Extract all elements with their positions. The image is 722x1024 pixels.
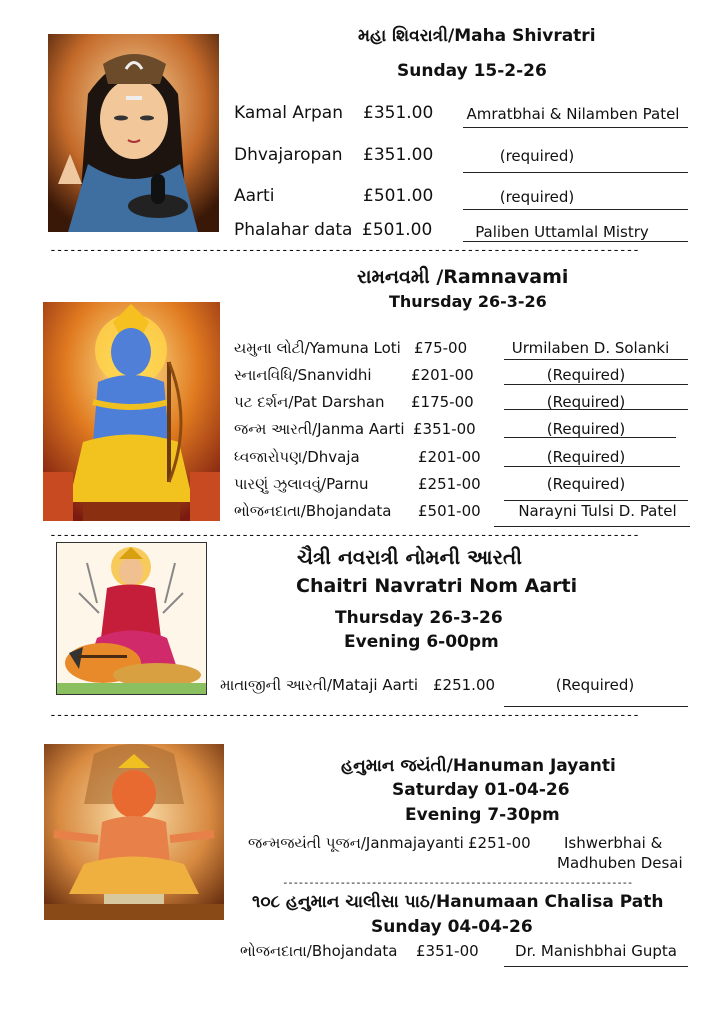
chalisa-row-label: ભોજનદાતા/Bhojandata: [240, 942, 398, 960]
sub-divider: -------------------------------------------------------------------: [282, 876, 632, 889]
chalisa-title: ૧૦૮ હનુમાન ચાલીસા પાઠ/Hanumaan Chalisa Path: [252, 892, 664, 912]
section-divider: -----------------------------------------------------------------------------------------: [49, 708, 639, 723]
ramnavami-row-sponsor: Urmilaben D. Solanki: [511, 339, 670, 357]
shivratri-row-sponsor: Amratbhai & Nilamben Patel: [466, 105, 680, 123]
section-divider: -----------------------------------------------------------------------------------------: [49, 528, 639, 543]
ramnavami-row-label: યમુના લોટી/Yamuna Loti: [234, 339, 401, 357]
chalisa-row-sponsor: Dr. Manishbhai Gupta: [515, 942, 677, 960]
shiva-image: [48, 34, 219, 232]
ramnavami-row-label: પારણું ઝુલાવવું/Parnu: [234, 475, 369, 493]
hanuman-time: Evening 7-30pm: [405, 805, 560, 825]
ramnavami-row-label: સ્નાનવિધિ/Snanvidhi: [234, 366, 372, 384]
sponsor-underline: [504, 966, 688, 967]
navratri-time: Evening 6-00pm: [344, 632, 499, 652]
shivratri-row-label: Kamal Arpan: [234, 103, 343, 123]
chalisa-row-amount: £351-00: [416, 942, 479, 960]
sponsor-underline: [463, 209, 688, 210]
ramnavami-row-label: ધ્વજારોપણ/Dhvaja: [234, 448, 360, 466]
sponsor-underline: [504, 466, 680, 467]
shivratri-title: મહા શિવરાત્રી/Maha Shivratri: [358, 26, 596, 46]
sponsor-underline: [463, 172, 688, 173]
navratri-row-amount: £251.00: [433, 676, 496, 694]
shivratri-row-sponsor: (required): [499, 147, 575, 165]
ramnavami-row-label: ભોજનદાતા/Bhojandata: [234, 502, 392, 520]
ramnavami-row-sponsor: Narayni Tulsi D. Patel: [518, 502, 677, 520]
navratri-row-label: માતાજીની આરતી/Mataji Aarti: [220, 676, 419, 694]
shivratri-row-amount: £351.00: [363, 103, 434, 123]
shivratri-row-label: Aarti: [234, 186, 275, 206]
ramnavami-row-label: પટ દર્શન/Pat Darshan: [234, 393, 385, 411]
section-divider: -----------------------------------------------------------------------------------------: [49, 243, 639, 258]
ramnavami-row-amount: £75-00: [414, 339, 468, 357]
ramnavami-date: Thursday 26-3-26: [389, 292, 547, 311]
hanuman-date: Saturday 01-04-26: [392, 780, 570, 800]
shivratri-row-label: Phalahar data: [234, 220, 353, 240]
ramnavami-row-amount: £201-00: [411, 366, 474, 384]
ramnavami-row-amount: £501-00: [418, 502, 481, 520]
shivratri-row-sponsor: (required): [499, 188, 575, 206]
sponsor-underline: [504, 384, 688, 385]
navratri-date: Thursday 26-3-26: [335, 608, 503, 628]
ramnavami-row-sponsor: (Required): [546, 420, 626, 438]
sponsor-underline: [504, 359, 688, 360]
shivratri-row-amount: £501.00: [363, 186, 434, 206]
shivratri-date: Sunday 15-2-26: [397, 61, 547, 81]
shivratri-row-amount: £501.00: [362, 220, 433, 240]
ramnavami-row-amount: £175-00: [411, 393, 474, 411]
ramnavami-row-sponsor: (Required): [546, 448, 626, 466]
hanuman-row-sponsor-line1: Ishwerbhai &: [564, 834, 663, 852]
hanuman-row-label: જન્મજયંતી પૂજન/Janmajayanti: [248, 834, 464, 852]
sponsor-underline: [494, 526, 690, 527]
hanuman-title: હનુમાન જયંતી/Hanuman Jayanti: [341, 756, 616, 776]
sponsor-underline: [463, 127, 688, 128]
navratri-title-gujarati: ચૈત્રી નવરાત્રી નોમની આરતી: [297, 545, 522, 569]
sponsor-underline: [504, 437, 676, 438]
hanuman-row-sponsor-line2: Madhuben Desai: [557, 854, 683, 872]
navratri-title-english: Chaitri Navratri Nom Aarti: [296, 575, 578, 597]
ramnavami-title: રામનવમી /Ramnavami: [357, 266, 569, 288]
sponsor-underline: [504, 706, 688, 707]
hanuman-image: [44, 744, 224, 920]
sponsor-underline: [463, 241, 688, 242]
ramnavami-row-sponsor: (Required): [546, 475, 626, 493]
ramnavami-row-label: જન્મ આરતી/Janma Aarti: [234, 420, 405, 438]
sponsor-underline: [504, 409, 688, 410]
ramnavami-row-amount: £351-00: [413, 420, 476, 438]
navratri-row-sponsor: (Required): [555, 676, 635, 694]
shivratri-row-label: Dhvajaropan: [234, 145, 343, 165]
shivratri-row-amount: £351.00: [363, 145, 434, 165]
sponsor-underline: [504, 500, 688, 501]
ramnavami-row-sponsor: (Required): [546, 393, 626, 411]
ramnavami-row-sponsor: (Required): [546, 366, 626, 384]
durga-image: [56, 542, 207, 695]
ramnavami-row-amount: £201-00: [418, 448, 481, 466]
chalisa-date: Sunday 04-04-26: [371, 917, 533, 937]
ramnavami-row-amount: £251-00: [418, 475, 481, 493]
shivratri-row-sponsor: Paliben Uttamlal Mistry: [475, 223, 649, 241]
rama-image: [43, 302, 220, 521]
hanuman-row-amount: £251-00: [468, 834, 531, 852]
